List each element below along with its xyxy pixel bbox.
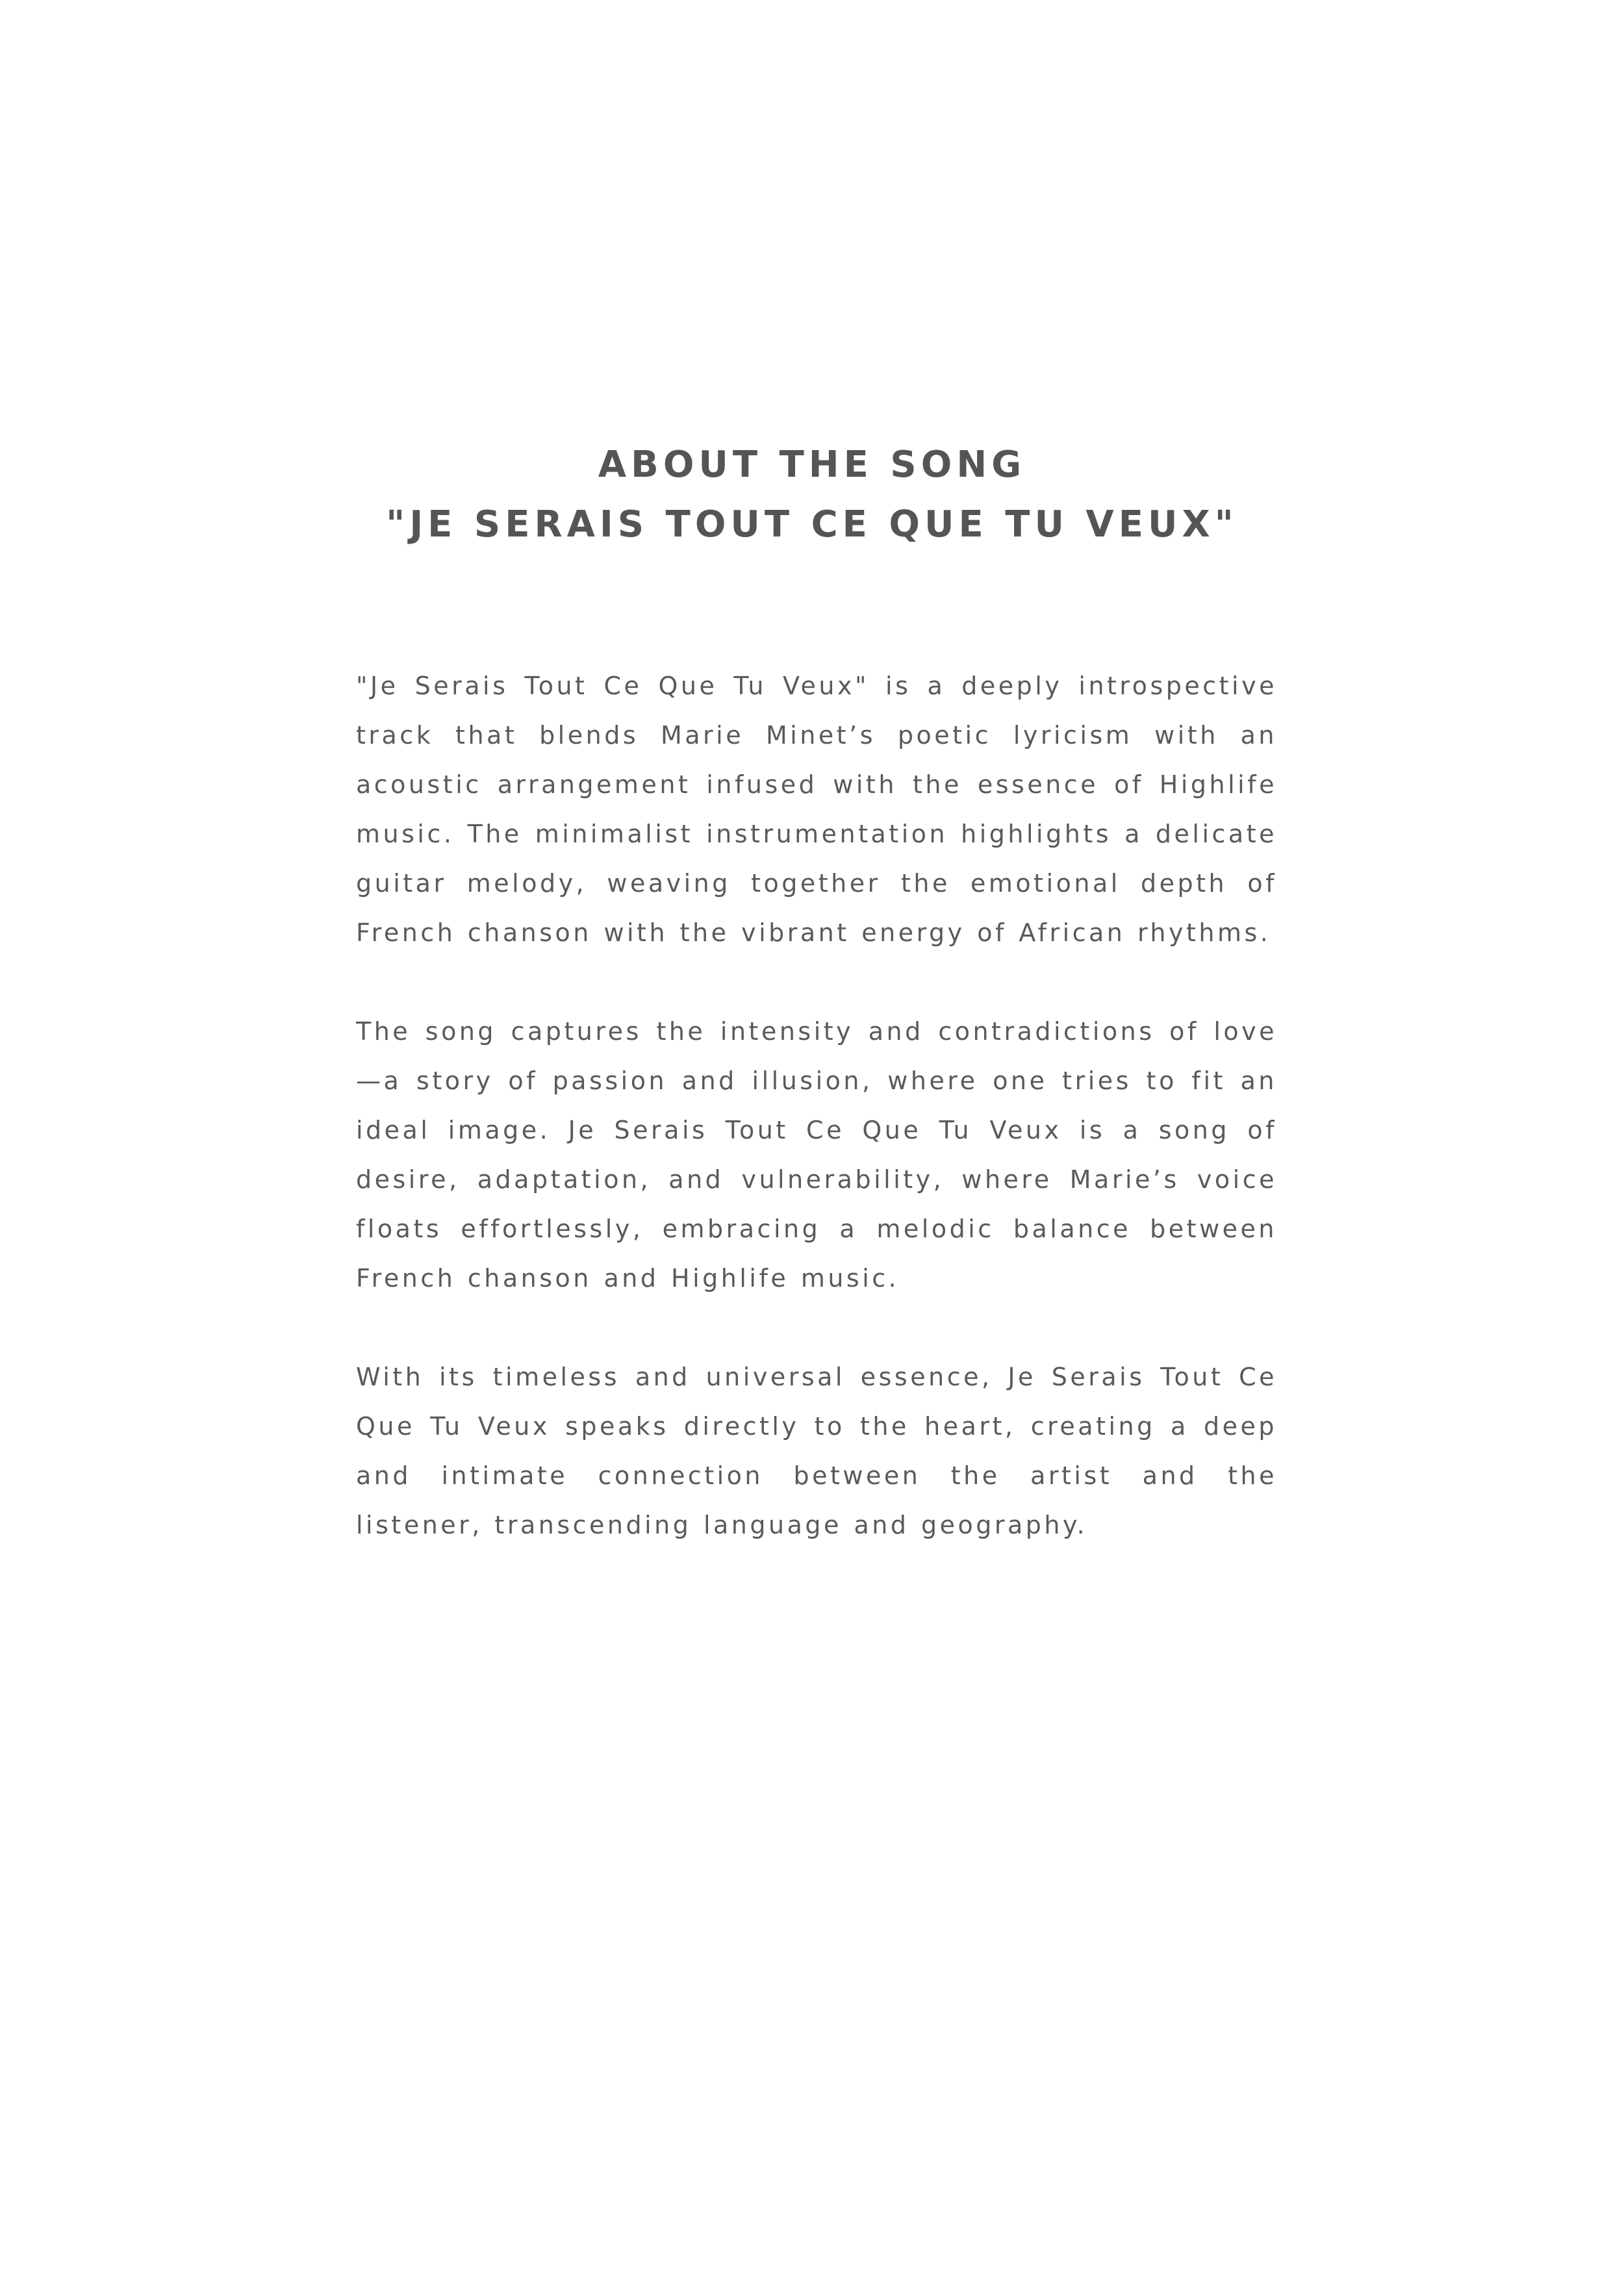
paragraph-1: "Je Serais Tout Ce Que Tu Veux" is a deeply introspective track that blends Marie Minet’s poetic lyricism with an acoustic arrangement infused with the essence of Highlife music. The minimalist instrumentation highlights a delicate guitar melody, weaving together the emotional depth of French chanson with the vibrant energy of African rhythms. xyxy=(356,672,1277,947)
paragraph-3: With its timeless and universal essence, Je Serais Tout Ce Que Tu Veux speaks directly to the heart, creating a deep and intimate connection between the artist and the listener, transcending language and geography. xyxy=(356,1363,1277,1539)
page-title xyxy=(0,435,1624,555)
title-line-1: ABOUT THE SONG xyxy=(598,444,1026,486)
paragraph-2: The song captures the intensity and contradictions of love —a story of passion and illusion, where one tries to fit an ideal image. Je Serais Tout Ce Que Tu Veux is a song of desire, adaptation, and vulnerability, where Marie’s voice floats effortlessly, embracing a melodic balance between French chanson and Highlife music. xyxy=(356,1017,1277,1293)
body-text xyxy=(356,661,1277,1599)
title-line-2: "JE SERAIS TOUT CE QUE TU VEUX" xyxy=(386,503,1238,546)
